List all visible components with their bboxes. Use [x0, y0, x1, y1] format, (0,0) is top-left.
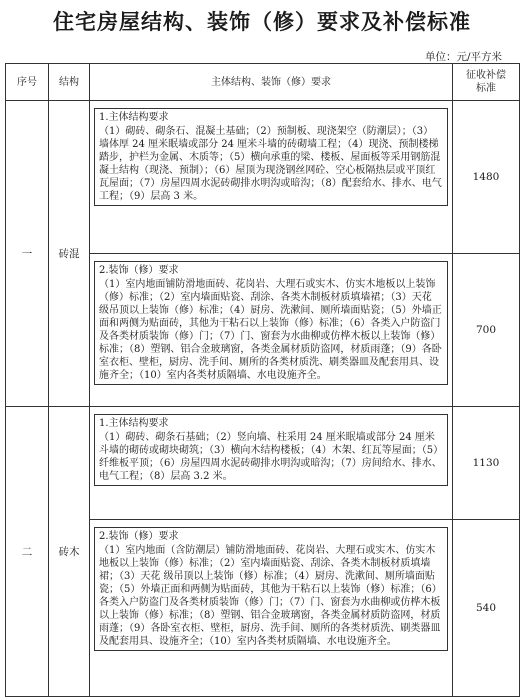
requirement-box: [94, 414, 448, 486]
price-cell: 1130: [453, 407, 520, 520]
requirement-cell: [90, 520, 453, 697]
unit-label: 单位：元/平方米: [424, 51, 502, 63]
row-seq: 二: [6, 407, 49, 697]
standards-table: [5, 63, 520, 697]
requirement-body: （1）砌砖、砌条石、混凝土基础；（2）预制板、现浇架空（防潮层）；（3）墙体厚 24 厘米眠墙或部分 24 厘米斗墙的砖砌墙工程；（4）现浇、预制楼梯踏步，护栏为金属、木质等；（5）横向承重的梁、楼板、屋面板等采用钢筋混凝土结构（现浇、预制）；（6）屋顶为现浇钢丝网砼、空心板隔热层或平顶红瓦屋面；（7）房屋四周水泥砖砌排水明沟或暗沟；（8）配套给水、排水、电气工程；（9）层高 3 米。: [99, 126, 442, 202]
requirement-heading: 1.主体结构要求: [99, 112, 169, 123]
requirement-cell: [90, 101, 453, 254]
requirement-box: [94, 108, 448, 206]
requirement-body: （1）砌砖、砌条石基础；（2）竖向墙、柱采用 24 厘米眠墙或部分 24 厘米斗墙的砌砖或砌块砌筑；（3）横向木结构楼板；（4）木架、红瓦等屋面；（5）纤维板平顶；（6）房屋四周水泥砖砌排水明沟或暗沟；（7）房间给水、排水、电气工程；（8）层高 3.2 米。: [99, 432, 442, 482]
requirement-cell: [90, 407, 453, 520]
row-structure: 砖木: [49, 407, 90, 697]
requirement-box: [94, 527, 448, 651]
header-structure: 结构: [49, 64, 90, 101]
table-row: [6, 407, 520, 520]
requirement-cell: [90, 254, 453, 407]
row-structure: 砖混: [49, 101, 90, 407]
page-title: 住宅房屋结构、装饰（修）要求及补偿标准: [53, 9, 471, 34]
row-seq: 一: [6, 101, 49, 407]
price-cell: 1480: [453, 101, 520, 254]
price-cell: 700: [453, 254, 520, 407]
header-row: [6, 64, 520, 101]
requirement-heading: 2.装饰（修）要求: [99, 531, 179, 542]
requirement-box: [94, 261, 448, 385]
table-row: [6, 101, 520, 254]
requirement-body: （1）室内地面铺防滑地面砖、花岗岩、大理石或实木、仿实木地板以上装饰（修）标准；（2）室内墙面贴瓷、刮涂、各类木制板材质填墙裙；（3）天花 级吊顶以上装饰（修）标准；（4）厨房、洗漱间、厕所墙面贴瓷；（5）外墙正面和两侧为贴面砖，其他为干粘石以上装饰（修）标准；（6）各类入户防盗门及各类材质装饰（修）门；（7）门、窗套为水曲柳或仿桦木板以上装饰（修）标准；（8）塑钢、铝合金玻璃窗，各类金属材质防盗网，材质雨蓬；（9）各卧室衣柜、壁柜，厨房、洗手间、厕所的各类材质洗、刷类器皿及配套用具、设施齐全；（10）室内各类材质隔墙、水电设施齐全。: [99, 279, 442, 381]
requirement-heading: 2.装饰（修）要求: [99, 265, 179, 276]
requirement-heading: 1.主体结构要求: [99, 418, 169, 429]
header-price: 征收补偿标准: [453, 64, 520, 101]
header-seq: 序号: [6, 64, 49, 101]
price-cell: 540: [453, 520, 520, 697]
header-requirements: 主体结构、装饰（修）要求: [90, 64, 453, 101]
requirement-body: （1）室内地面（含防潮层）铺防滑地面砖、花岗岩、大理石或实木、仿实木地板以上装饰（修）标准；（2）室内墙面贴瓷、刮涂、各类木制板材质填墙裙；（3）天花 级吊顶以上装饰（修）标准；（4）厨房、洗漱间、厕所墙面贴瓷；（5）外墙正面和两侧为贴面砖，其他为干粘石以上装饰（修）标准；（6）各类入户防盗门及各类材质装饰（修）门；（7）门、窗套为水曲柳或仿桦木板以上装饰（修）标准；（8）塑钢、铝合金玻璃窗，各类金属材质防盗网，材质雨蓬；（9）各卧室衣柜、壁柜，厨房、洗手间、厕所的各类材质洗、刷类器皿及配套用具、设施齐全；（10）室内各类材质隔墙、水电设施齐全。: [99, 545, 442, 647]
